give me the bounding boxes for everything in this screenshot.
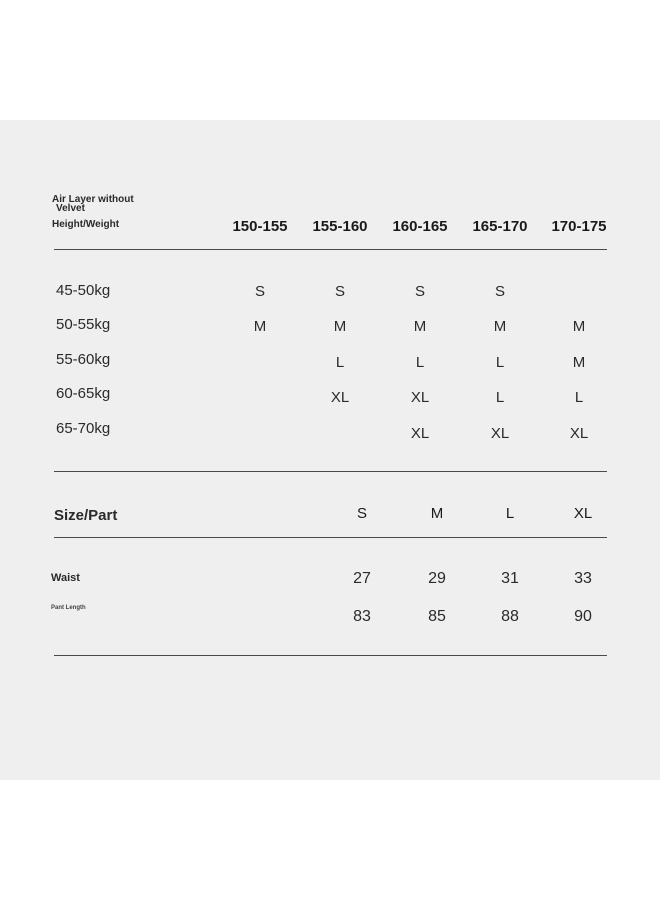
measure-cell: 33 (574, 570, 592, 587)
row-label: Waist (51, 572, 80, 584)
table2-bottom-rule (54, 655, 607, 656)
size-cell: L (495, 389, 505, 406)
table1-header-rule (54, 249, 607, 250)
measure-cell: 27 (353, 570, 371, 587)
measure-cell: 83 (353, 608, 371, 625)
row-label: 65-70kg (56, 420, 111, 437)
row-label: Pant Length (51, 605, 86, 611)
size-cell: M (572, 354, 586, 371)
size-cell: XL (410, 389, 430, 406)
table2-col-header: S (356, 505, 367, 522)
measure-cell: 31 (501, 570, 519, 587)
row-label: 55-60kg (56, 351, 111, 368)
size-cell: M (333, 318, 347, 335)
table2-header-rule (54, 537, 607, 538)
size-cell: M (413, 318, 427, 335)
size-cell: XL (410, 425, 430, 442)
size-cell: L (495, 354, 505, 371)
table1-title-line1: Air Layer without (52, 194, 134, 205)
table1-col-header: 155-160 (312, 218, 368, 235)
row-label: 60-65kg (56, 385, 111, 402)
size-cell: S (494, 283, 505, 300)
size-cell: L (335, 354, 345, 371)
size-cell: L (415, 354, 425, 371)
measure-cell: 88 (501, 608, 519, 625)
table1-col-header: 170-175 (551, 218, 607, 235)
size-cell: S (414, 283, 425, 300)
size-cell: XL (569, 425, 589, 442)
table1-bottom-rule (54, 471, 607, 472)
table1-title-line2: Velvet (56, 203, 85, 214)
size-cell: S (334, 283, 345, 300)
table2-col-header: L (505, 505, 515, 522)
size-cell: XL (490, 425, 510, 442)
table1-corner-label: Height/Weight (52, 219, 120, 230)
size-cell: XL (330, 389, 350, 406)
table1-col-header: 150-155 (232, 218, 288, 235)
row-label: 45-50kg (56, 282, 111, 299)
table2-col-header: XL (573, 505, 593, 522)
size-cell: S (254, 283, 265, 300)
size-cell: M (493, 318, 507, 335)
table2-col-header: M (430, 505, 444, 522)
size-cell: L (574, 389, 584, 406)
measure-cell: 85 (428, 608, 446, 625)
measure-cell: 29 (428, 570, 446, 587)
size-cell: M (572, 318, 586, 335)
measure-cell: 90 (574, 608, 592, 625)
size-cell: M (253, 318, 267, 335)
table1-col-header: 165-170 (472, 218, 528, 235)
table2-corner-label: Size/Part (54, 507, 118, 524)
table1-col-header: 160-165 (392, 218, 448, 235)
row-label: 50-55kg (56, 316, 111, 333)
